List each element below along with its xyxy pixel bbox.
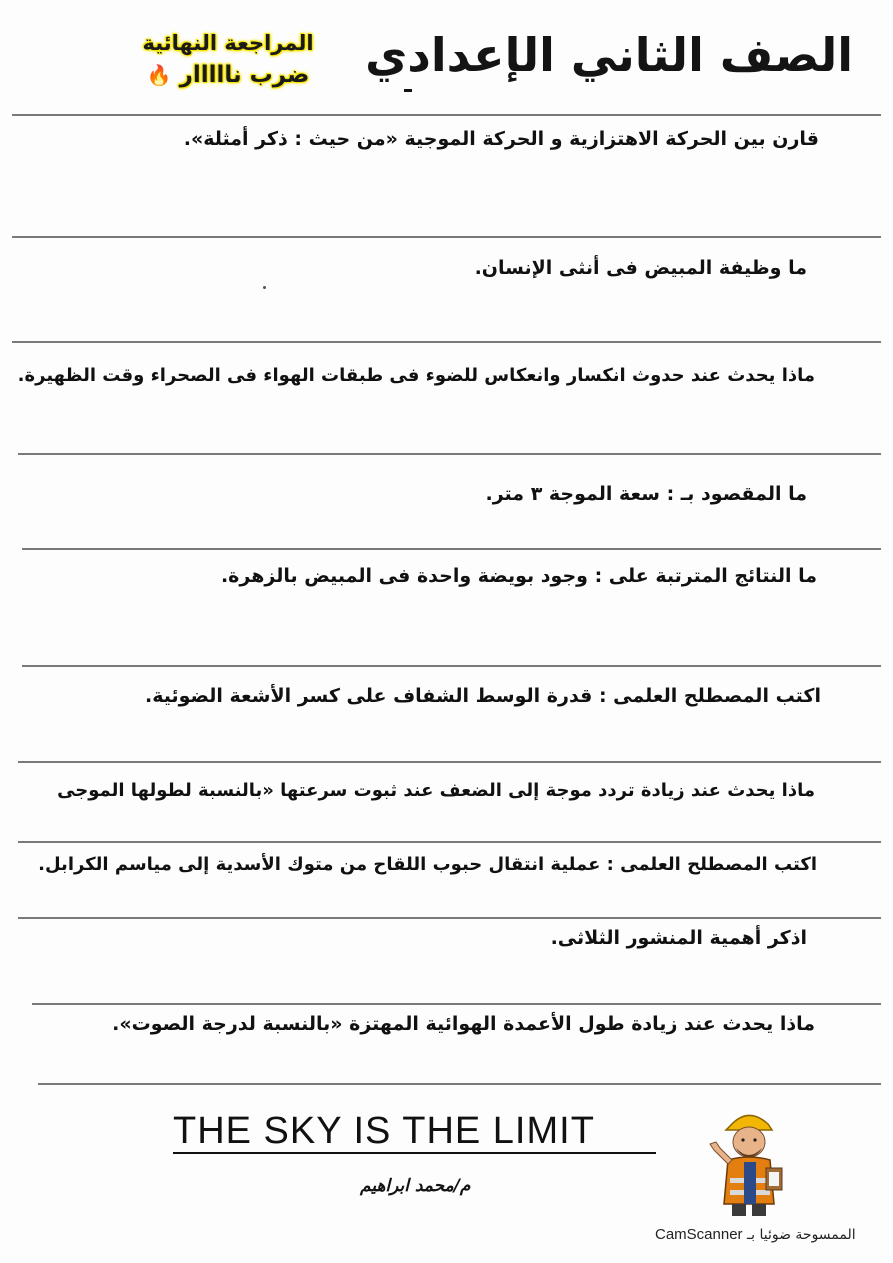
divider: [18, 761, 881, 763]
question-6: اكتب المصطلح العلمى : قدرة الوسط الشفاف على كسر الأشعة الضوئية.: [144, 685, 821, 707]
divider: [12, 114, 881, 116]
camscanner-watermark: [655, 1226, 856, 1243]
motto: THE SKY IS THE LIMIT: [173, 1110, 595, 1152]
badge-line-1: المراجعة النهائية: [142, 31, 314, 55]
question-10: ماذا يحدث عند زيادة طول الأعمدة الهوائية المهتزة «بالنسبة لدرجة الصوت».: [112, 1013, 815, 1035]
scanner-prefix: الممسوحة ضوئيا بـ: [747, 1227, 856, 1243]
divider: [32, 1003, 881, 1005]
divider: [22, 548, 881, 550]
question-5: ما النتائج المترتبة على : وجود بويضة واحدة فى المبيض بالزهرة.: [220, 565, 817, 587]
divider: [12, 341, 881, 343]
divider: [38, 1083, 881, 1085]
question-3: ماذا يحدث عند حدوث انكسار وانعكاس للضوء فى طبقات الهواء فى الصحراء وقت الظهيرة.: [17, 365, 815, 386]
question-8: اكتب المصطلح العلمى : عملية انتقال حبوب اللقاح من متوك الأسدية إلى مياسم الكرابل.: [38, 854, 817, 875]
divider: [18, 841, 881, 843]
title-underline: [404, 89, 412, 92]
divider: [18, 453, 881, 455]
badge-line-2: ضرب نااااار: [179, 62, 310, 88]
question-4: ما المقصود بـ : سعة الموجة ٣ متر.: [485, 483, 807, 505]
scanner-brand: CamScanner: [655, 1226, 743, 1243]
question-1: قارن بين الحركة الاهتزازية و الحركة الموجية «من حيث : ذكر أمثلة».: [183, 128, 819, 150]
divider: [22, 665, 881, 667]
teacher-signature: م/محمد ابراهيم: [360, 1176, 471, 1196]
question-2: ما وظيفة المبيض فى أنثى الإنسان.: [474, 257, 807, 279]
scan-speck: [263, 286, 266, 289]
final-review-badge: [128, 28, 328, 100]
motto-underline: [173, 1152, 656, 1154]
engineer-mascot-icon: [708, 1104, 792, 1216]
question-7: ماذا يحدث عند زيادة تردد موجة إلى الضعف عند ثبوت سرعتها «بالنسبة لطولها الموجى: [57, 780, 815, 801]
question-9: اذكر أهمية المنشور الثلاثى.: [550, 927, 807, 949]
fire-icon: 🔥: [146, 63, 172, 87]
divider: [18, 917, 881, 919]
divider: [12, 236, 881, 238]
page-title: الصف الثاني الإعدادي: [365, 28, 853, 82]
